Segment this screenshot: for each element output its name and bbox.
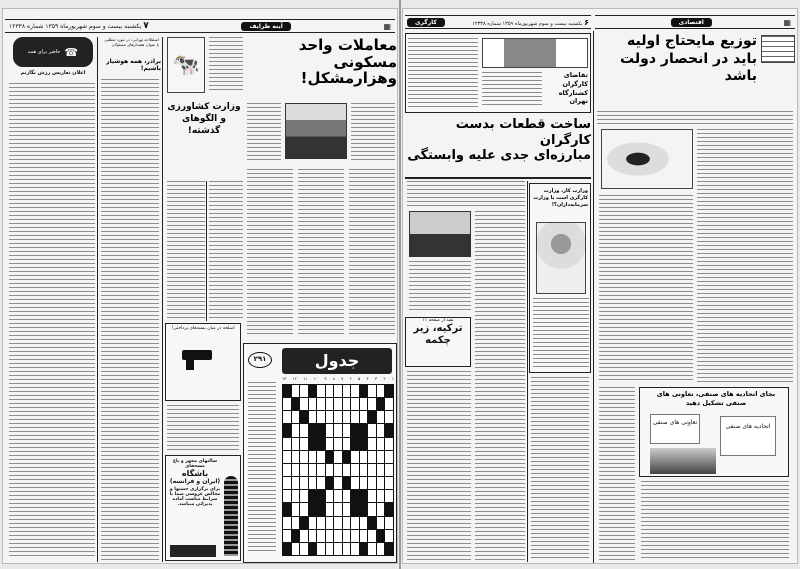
right-newspaper-page	[402, 8, 798, 564]
crossword-cell[interactable]	[292, 411, 300, 423]
hand-factory-illustration	[409, 211, 471, 257]
crossword-cell[interactable]	[300, 503, 308, 515]
crossword-cell[interactable]	[360, 490, 368, 502]
crossword-cell[interactable]	[343, 451, 351, 463]
header-date: ۷ یکشنبه بیست و سوم شهریورماه ۱۳۵۹ شماره ۱۲۳۳۸	[9, 21, 149, 31]
classifieds-text	[9, 83, 95, 559]
crossword-cell[interactable]	[283, 530, 291, 542]
crossword-cell[interactable]	[351, 411, 359, 423]
crossword-cell[interactable]	[283, 451, 291, 463]
crossword-cell[interactable]	[385, 543, 393, 555]
crossword-column-number: ۸	[332, 376, 335, 381]
crossword-cell[interactable]	[360, 464, 368, 476]
crossword-cell[interactable]	[377, 424, 385, 436]
crossword-cell[interactable]	[326, 451, 334, 463]
crossword-column-number: ۱۱	[303, 376, 308, 381]
crossword-cell[interactable]	[368, 398, 376, 410]
crossword-cell[interactable]	[343, 490, 351, 502]
crossword-cell[interactable]	[385, 411, 393, 423]
crossword-cell[interactable]	[385, 438, 393, 450]
crossword-cell[interactable]	[300, 411, 308, 423]
crossword-cell[interactable]	[360, 477, 368, 489]
crossword-cell[interactable]	[326, 517, 334, 529]
crossword-grid[interactable]	[282, 384, 394, 556]
crossword-cell[interactable]	[309, 530, 317, 542]
crossword-box	[243, 343, 397, 563]
crossword-column-number: ۱۰	[313, 376, 319, 381]
crossword-cell[interactable]	[351, 490, 359, 502]
agriculture-headline: وزارت کشاورزی و الگوهای گذشته!	[167, 102, 241, 137]
ministry-cartoon-caption: وزارت کار، وزارت کارگری است یا وزارت سرمایه‌داران؟!	[533, 188, 588, 208]
factory-illustration	[482, 38, 588, 68]
crossword-cell[interactable]	[326, 424, 334, 436]
section-label: آینه ظرایف	[241, 22, 290, 31]
phone-icon: ☎	[64, 45, 79, 59]
labor-headline: ساخت قطعات بدست کارگران مبارزه‌ای جدی علیه وابستگی	[407, 117, 591, 164]
crossword-cell[interactable]	[317, 385, 325, 397]
crossword-cell[interactable]	[326, 530, 334, 542]
crossword-cell[interactable]	[360, 543, 368, 555]
slaughterhouse-headline: تقاضای کارگران کشتارگاه تهران	[558, 71, 588, 106]
crossword-cell[interactable]	[377, 543, 385, 555]
phone-ad-box: ☎ حاضر برای همه	[13, 37, 93, 67]
crossword-cell[interactable]	[292, 477, 300, 489]
crossword-cell[interactable]	[326, 385, 334, 397]
crossword-cell[interactable]	[343, 385, 351, 397]
classifieds-title: اعلان تعاریس رزش نگارنم	[20, 70, 86, 76]
crossword-cell[interactable]	[326, 438, 334, 450]
brothers-text	[101, 79, 159, 561]
logo-icon: ▦	[783, 17, 791, 27]
crossword-cell[interactable]	[334, 438, 342, 450]
crossword-cell[interactable]	[334, 503, 342, 515]
crossword-cell[interactable]	[334, 398, 342, 410]
crossword-cell[interactable]	[385, 530, 393, 542]
crossword-cell[interactable]	[385, 451, 393, 463]
crossword-cell[interactable]	[309, 543, 317, 555]
crossword-cell[interactable]	[360, 398, 368, 410]
crossword-cell[interactable]	[360, 438, 368, 450]
brothers-headline: برادر، همه هوشیار باشیم!	[106, 58, 161, 72]
crossword-cell[interactable]	[377, 477, 385, 489]
crossword-cell[interactable]	[317, 477, 325, 489]
crossword-cell[interactable]	[283, 385, 291, 397]
crossword-column-numbers	[282, 376, 394, 382]
crossword-cell[interactable]	[343, 530, 351, 542]
crossword-cell[interactable]	[292, 398, 300, 410]
header-date: ۶ یکشنبه بیست و سوم شهریورماه ۱۳۵۹ شماره ۱۲۳۳۸	[472, 17, 589, 27]
crossword-cell[interactable]	[377, 490, 385, 502]
gun-cartoon-caption: اسلحه در میان بسته‌های پرداختی!	[171, 326, 235, 331]
crossword-cell[interactable]	[309, 451, 317, 463]
turkey-box: بقیه از صفحه ۱۱ ترکیه، زیر چکمه	[405, 317, 471, 367]
crossword-cell[interactable]	[309, 411, 317, 423]
left-newspaper-page	[2, 8, 398, 564]
crossword-cell[interactable]	[300, 530, 308, 542]
crossword-cell[interactable]	[368, 411, 376, 423]
crossword-cell[interactable]	[309, 385, 317, 397]
crossword-cell[interactable]	[351, 530, 359, 542]
crossword-cell[interactable]	[368, 503, 376, 515]
crossword-cell[interactable]	[334, 424, 342, 436]
cooperatives-headline: بجای اتحادیه های صنفی، تعاونی های صنفی تشکیل دهید	[656, 390, 776, 407]
section-label-labor: کارگری	[407, 18, 445, 27]
crossword-cell[interactable]	[283, 490, 291, 502]
crossword-cell[interactable]	[377, 385, 385, 397]
crossword-cell[interactable]	[377, 517, 385, 529]
crossword-cell[interactable]	[317, 424, 325, 436]
crossword-cell[interactable]	[343, 543, 351, 555]
crossword-cell[interactable]	[368, 385, 376, 397]
crossword-column-number: ۱۳	[282, 376, 287, 381]
crossword-cell[interactable]	[368, 438, 376, 450]
right-page-header-labor	[405, 15, 591, 29]
crossword-cell[interactable]	[317, 438, 325, 450]
crossword-cell[interactable]	[351, 503, 359, 515]
crossword-cell[interactable]	[368, 517, 376, 529]
crossword-cell[interactable]	[309, 438, 317, 450]
crossword-cell[interactable]	[343, 438, 351, 450]
crossword-cell[interactable]	[283, 438, 291, 450]
crossword-cell[interactable]	[283, 543, 291, 555]
crossword-cell[interactable]	[360, 517, 368, 529]
crossword-cell[interactable]	[351, 477, 359, 489]
crossword-cell[interactable]	[309, 517, 317, 529]
crossword-cell[interactable]	[360, 503, 368, 515]
crossword-cell[interactable]	[334, 477, 342, 489]
author-box	[761, 35, 795, 63]
crossword-cell[interactable]	[343, 398, 351, 410]
crossword-cell[interactable]	[334, 490, 342, 502]
crossword-cell[interactable]	[326, 464, 334, 476]
crossword-clues	[248, 382, 276, 552]
crossword-column-number: ۵	[358, 376, 361, 381]
crossword-cell[interactable]	[334, 530, 342, 542]
crossword-cell[interactable]	[351, 451, 359, 463]
crossword-cell[interactable]	[360, 424, 368, 436]
crossword-column-number: ۴	[366, 376, 369, 381]
crossword-cell[interactable]	[283, 424, 291, 436]
crossword-cell[interactable]	[292, 543, 300, 555]
gun-cartoon-box	[165, 323, 241, 401]
crossword-cell[interactable]	[292, 490, 300, 502]
crossword-cell[interactable]	[300, 543, 308, 555]
crossword-cell[interactable]	[300, 424, 308, 436]
crossword-cell[interactable]	[385, 385, 393, 397]
sign-cooperatives: تعاونی های صنفی	[650, 414, 700, 444]
crossword-cell[interactable]	[360, 411, 368, 423]
arch-decoration	[224, 476, 238, 556]
crossword-cell[interactable]	[300, 490, 308, 502]
crossword-cell[interactable]	[377, 530, 385, 542]
crossword-cell[interactable]	[317, 530, 325, 542]
crossword-cell[interactable]	[377, 438, 385, 450]
crossword-cell[interactable]	[368, 543, 376, 555]
crossword-cell[interactable]	[317, 503, 325, 515]
crossword-cell[interactable]	[309, 424, 317, 436]
crossword-cell[interactable]	[334, 543, 342, 555]
crossword-column-number: ۱۲	[292, 376, 297, 381]
crossword-cell[interactable]	[385, 424, 393, 436]
crossword-cell[interactable]	[283, 411, 291, 423]
ministry-cartoon-box	[529, 183, 591, 373]
crossword-cell[interactable]	[377, 464, 385, 476]
crossword-cell[interactable]	[309, 477, 317, 489]
hands-illustration	[601, 129, 693, 189]
crossword-cell[interactable]	[292, 464, 300, 476]
crossword-cell[interactable]	[292, 438, 300, 450]
crossword-cell[interactable]	[385, 477, 393, 489]
crossword-cell[interactable]	[377, 451, 385, 463]
crossword-cell[interactable]	[368, 490, 376, 502]
crossword-cell[interactable]	[300, 398, 308, 410]
crossword-cell[interactable]	[326, 398, 334, 410]
crossword-cell[interactable]	[334, 451, 342, 463]
crossword-cell[interactable]	[377, 411, 385, 423]
crossword-cell[interactable]	[317, 398, 325, 410]
crossword-cell[interactable]	[309, 464, 317, 476]
crossword-cell[interactable]	[343, 411, 351, 423]
crossword-cell[interactable]	[343, 464, 351, 476]
crossword-cell[interactable]	[292, 385, 300, 397]
cooperatives-box	[639, 387, 789, 477]
crossword-cell[interactable]	[385, 517, 393, 529]
crossword-cell[interactable]	[351, 398, 359, 410]
crossword-cell[interactable]	[283, 517, 291, 529]
crossword-cell[interactable]	[292, 517, 300, 529]
cow-cartoon	[167, 37, 205, 93]
crossword-cell[interactable]	[300, 451, 308, 463]
crossword-cell[interactable]	[292, 503, 300, 515]
crossword-cell[interactable]	[351, 517, 359, 529]
crossword-cell[interactable]	[334, 464, 342, 476]
crossword-number: ۲۹۱	[248, 352, 272, 368]
crossword-cell[interactable]	[300, 464, 308, 476]
crossword-cell[interactable]	[368, 451, 376, 463]
crossword-cell[interactable]	[385, 464, 393, 476]
crossword-cell[interactable]	[326, 503, 334, 515]
crossword-cell[interactable]	[326, 411, 334, 423]
crossword-column-number: ۱	[391, 376, 394, 381]
logo-icon: ▦	[383, 21, 391, 31]
crossword-cell[interactable]	[334, 385, 342, 397]
crossword-cell[interactable]	[326, 543, 334, 555]
crossword-cell[interactable]	[377, 503, 385, 515]
crossword-cell[interactable]	[360, 530, 368, 542]
crossword-cell[interactable]	[300, 517, 308, 529]
cow-icon: 🐄	[172, 53, 200, 78]
crossword-column-number: ۲	[383, 376, 386, 381]
right-page-header-economy	[595, 15, 795, 29]
economy-headline: توزیع مایحتاج اولیه باید در انحصار دولت باشد	[620, 33, 757, 84]
crossword-cell[interactable]	[351, 438, 359, 450]
crowd-photo	[650, 448, 716, 474]
crossword-cell[interactable]	[368, 477, 376, 489]
crossword-cell[interactable]	[351, 385, 359, 397]
housing-photo	[285, 103, 347, 159]
crossword-cell[interactable]	[300, 477, 308, 489]
crossword-column-number: ۹	[324, 376, 327, 381]
crossword-cell[interactable]	[385, 490, 393, 502]
crossword-cell[interactable]	[317, 490, 325, 502]
housing-headline: معاملات واحد مسکونی وهزارمشکل!	[298, 36, 397, 87]
boss-worker-cartoon	[536, 222, 586, 294]
crossword-column-number: ۷	[341, 376, 344, 381]
crossword-cell[interactable]	[292, 530, 300, 542]
crossword-cell[interactable]	[385, 398, 393, 410]
crossword-title-banner: جدول	[282, 348, 392, 374]
crossword-cell[interactable]	[343, 477, 351, 489]
crossword-cell[interactable]	[283, 464, 291, 476]
crossword-cell[interactable]	[317, 451, 325, 463]
crossword-cell[interactable]	[317, 464, 325, 476]
crossword-cell[interactable]	[368, 464, 376, 476]
crossword-cell[interactable]	[377, 398, 385, 410]
sign-unions: اتحادیه های صنفی	[720, 416, 776, 456]
slaughterhouse-box	[405, 33, 591, 113]
crossword-cell[interactable]	[292, 451, 300, 463]
crossword-cell[interactable]	[368, 530, 376, 542]
crossword-cell[interactable]	[283, 477, 291, 489]
crossword-cell[interactable]	[334, 411, 342, 423]
crossword-cell[interactable]	[317, 517, 325, 529]
crossword-cell[interactable]	[351, 543, 359, 555]
crossword-cell[interactable]	[343, 503, 351, 515]
crossword-cell[interactable]	[334, 517, 342, 529]
crossword-cell[interactable]	[309, 398, 317, 410]
crossword-cell[interactable]	[283, 503, 291, 515]
crossword-cell[interactable]	[351, 424, 359, 436]
crossword-cell[interactable]	[292, 424, 300, 436]
crossword-cell[interactable]	[300, 438, 308, 450]
brothers-kicker: اسطلاحه تهرانی: در مورد مطلبی با عنوان هشدارهای مسئولان	[104, 37, 159, 47]
crossword-cell[interactable]	[283, 398, 291, 410]
crossword-column-number: ۶	[349, 376, 352, 381]
crossword-cell[interactable]	[309, 503, 317, 515]
crossword-cell[interactable]	[309, 490, 317, 502]
crossword-column-number: ۳	[374, 376, 378, 381]
section-label-economy: اقتصادی	[671, 18, 712, 27]
crossword-cell[interactable]	[343, 424, 351, 436]
crossword-cell[interactable]	[317, 543, 325, 555]
crossword-cell[interactable]	[343, 517, 351, 529]
crossword-cell[interactable]	[317, 411, 325, 423]
crossword-cell[interactable]	[326, 477, 334, 489]
crossword-cell[interactable]	[385, 503, 393, 515]
dancers-silhouette	[170, 545, 216, 557]
crossword-cell[interactable]	[368, 424, 376, 436]
crossword-cell[interactable]	[360, 451, 368, 463]
crossword-cell[interactable]	[360, 385, 368, 397]
crossword-cell[interactable]	[326, 490, 334, 502]
crossword-cell[interactable]	[300, 385, 308, 397]
page-fold	[399, 0, 401, 569]
club-ad: سالنهای مجهز و باغ مسحفای باشگاه (ایران و فرانسه) برای برگزاری جشنها و مجالس عروسی شما با شرایط مناسب آماده پذیرائی میباشد.	[165, 455, 241, 561]
crossword-cell[interactable]	[351, 464, 359, 476]
left-page-header	[5, 19, 395, 33]
